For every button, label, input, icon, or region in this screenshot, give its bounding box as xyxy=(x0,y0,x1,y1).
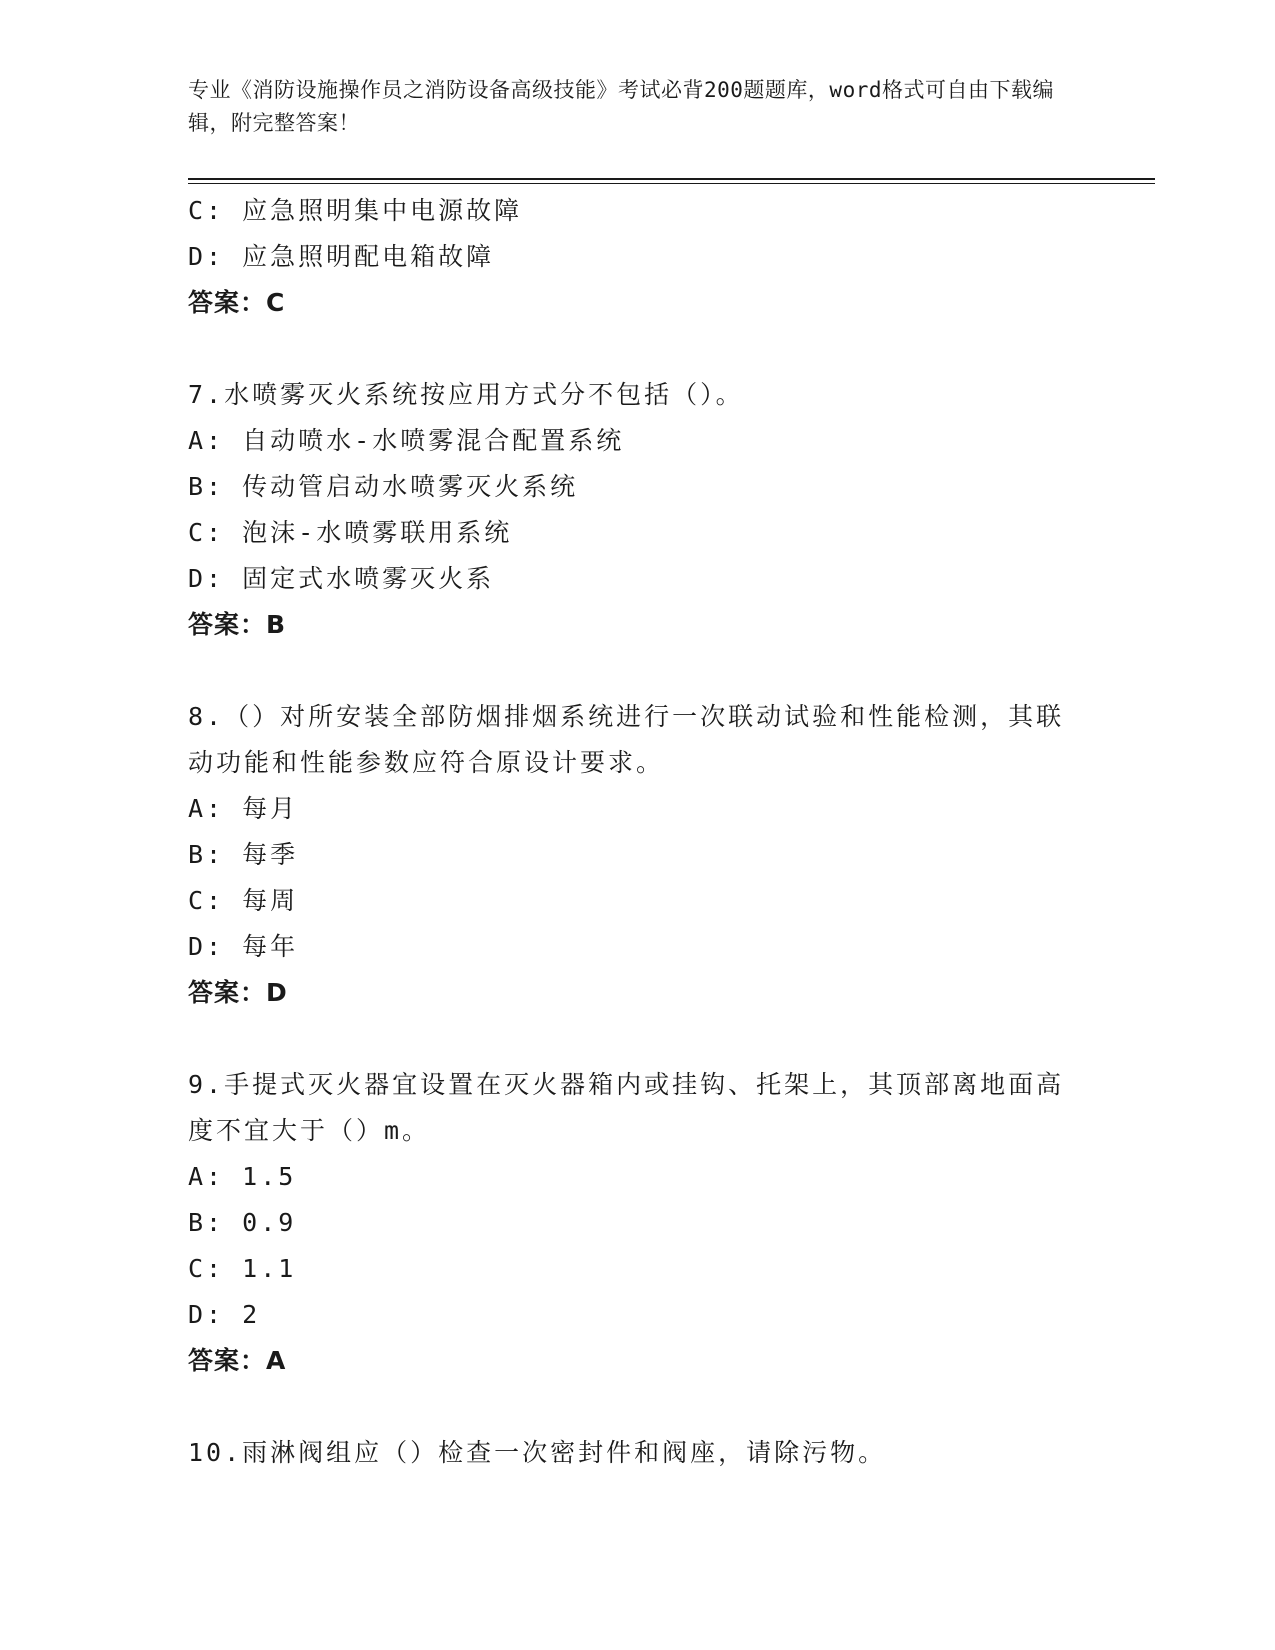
header-divider-thick xyxy=(188,178,1155,180)
spacer xyxy=(188,1384,1068,1430)
spacer xyxy=(188,648,1068,694)
option-d: D: 每年 xyxy=(188,932,299,961)
answer-label: 答案：A xyxy=(188,1346,287,1375)
question-block-8 xyxy=(188,694,1068,1016)
option-d: D: 固定式水喷雾灭火系 xyxy=(188,564,495,593)
option-c: C: 每周 xyxy=(188,886,299,915)
question-stem: 10.雨淋阀组应（）检查一次密封件和阀座，请除污物。 xyxy=(188,1438,887,1467)
option-a: A: 每月 xyxy=(188,794,299,823)
option-a: A: 1.5 xyxy=(188,1162,297,1191)
option-d: D: 应急照明配电箱故障 xyxy=(188,242,495,271)
question-stem: 7.水喷雾灭火系统按应用方式分不包括（）。 xyxy=(188,380,744,409)
question-stem: 8.（）对所安装全部防烟排烟系统进行一次联动试验和性能检测，其联动功能和性能参数应符合原设计要求。 xyxy=(188,702,1065,777)
spacer xyxy=(188,326,1068,372)
question-block-9 xyxy=(188,1062,1068,1384)
answer-label: 答案：B xyxy=(188,610,287,639)
option-b: B: 传动管启动水喷雾灭火系统 xyxy=(188,472,579,501)
question-list xyxy=(188,188,1068,1476)
option-a: A: 自动喷水-水喷雾混合配置系统 xyxy=(188,426,625,455)
option-b: B: 0.9 xyxy=(188,1208,297,1237)
document-header: 专业《消防设施操作员之消防设备高级技能》考试必背200题题库，word格式可自由下载编辑，附完整答案！ xyxy=(188,78,1054,135)
option-c: C: 泡沫-水喷雾联用系统 xyxy=(188,518,513,547)
answer-label: 答案：D xyxy=(188,978,288,1007)
option-b: B: 每季 xyxy=(188,840,299,869)
question-block-6 xyxy=(188,188,1068,326)
header-divider-thin xyxy=(188,183,1155,184)
option-c: C: 1.1 xyxy=(188,1254,297,1283)
option-c: C: 应急照明集中电源故障 xyxy=(188,196,523,225)
spacer xyxy=(188,1016,1068,1062)
question-block-7 xyxy=(188,372,1068,648)
question-stem: 9.手提式灭火器宜设置在灭火器箱内或挂钩、托架上，其顶部离地面高度不宜大于（）m。 xyxy=(188,1070,1065,1145)
answer-label: 答案：C xyxy=(188,288,286,317)
question-block-10 xyxy=(188,1430,1068,1476)
option-d: D: 2 xyxy=(188,1300,261,1329)
